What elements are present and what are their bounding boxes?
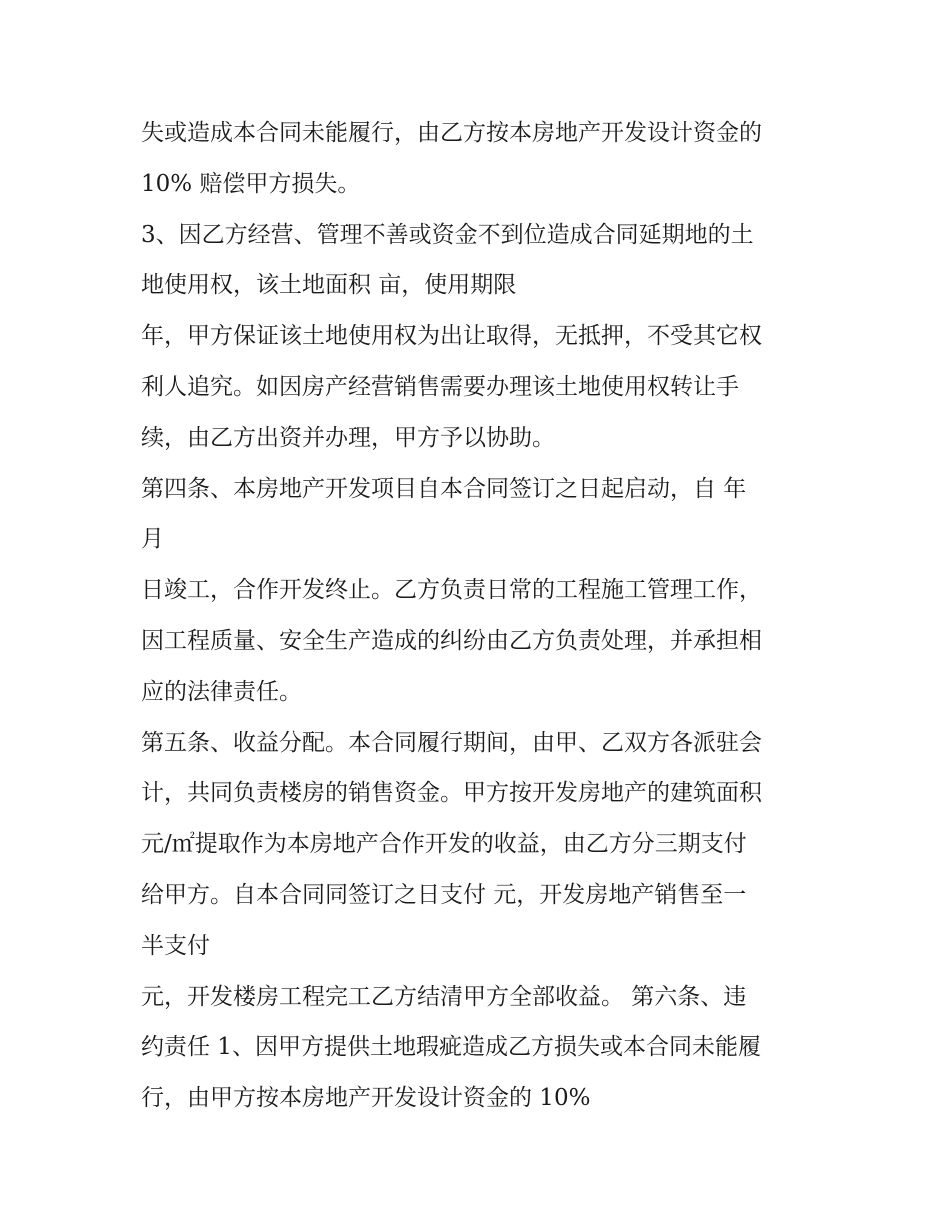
contract-text-body	[141, 108, 821, 1124]
text-line: 年，甲方保证该土地使用权为出让取得，无抵押，不受其它权	[141, 323, 762, 350]
text-line: 3、因乙方经营、管理不善或资金不到位造成合同延期地的土	[141, 221, 754, 248]
text-line: 因工程质量、安全生产造成的纠纷由乙方负责处理，并承担相	[141, 627, 762, 654]
text-line: 行，由甲方按本房地产开发设计资金的 10%	[141, 1085, 591, 1112]
text-line: 半支付	[141, 932, 210, 959]
text-line: 第五条、收益分配。本合同履行期间，由甲、乙双方各派驻会	[141, 729, 762, 756]
text-line: 失或造成本合同未能履行，由乙方按本房地产开发设计资金的	[141, 120, 762, 146]
text-line: 地使用权，该土地面积 亩，使用期限	[141, 272, 517, 299]
text-line: 日竣工，合作开发终止。乙方负责日常的工程施工管理工作，	[141, 577, 762, 604]
text-line: 约责任 1、因甲方提供土地瑕疵造成乙方损失或本合同未能履	[141, 1034, 761, 1061]
text-line: 利人追究。如因房产经营销售需要办理该土地使用权转让手	[141, 373, 739, 400]
text-line: 月	[141, 526, 164, 553]
text-line: 元，开发楼房工程完工乙方结清甲方全部收益。 第六条、违	[141, 983, 747, 1010]
text-line: 计，共同负责楼房的销售资金。甲方按开发房地产的建筑面积	[141, 780, 762, 807]
text-line: 10% 赔偿甲方损失。	[141, 170, 361, 197]
text-line: 第四条、本房地产开发项目自本合同签订之日起启动，自 年	[141, 475, 747, 502]
text-line: 元/㎡提取作为本房地产合作开发的收益，由乙方分三期支付	[141, 831, 747, 858]
text-line: 续，由乙方出资并办理，甲方予以协助。	[141, 424, 555, 451]
text-line: 应的法律责任。	[141, 678, 302, 705]
text-line: 给甲方。自本合同同签订之日支付 元，开发房地产销售至一	[141, 881, 747, 908]
